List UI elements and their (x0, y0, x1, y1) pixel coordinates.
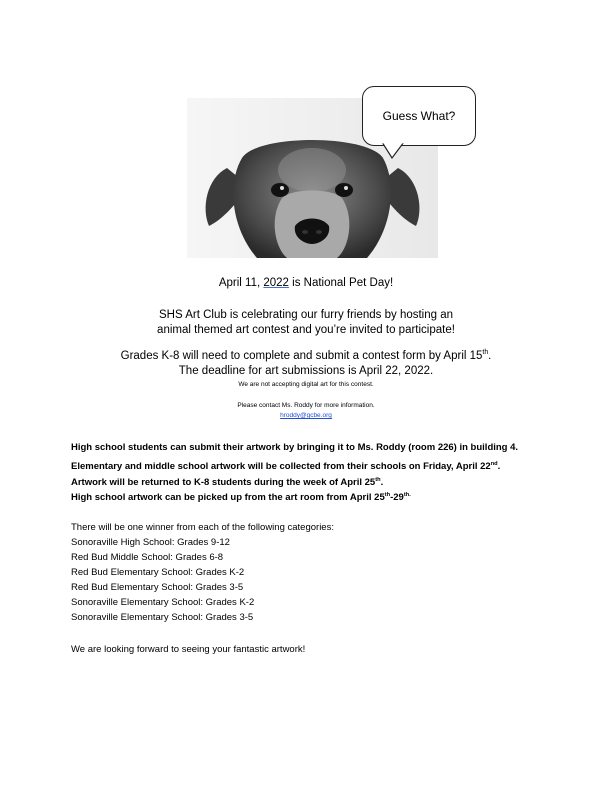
category-item: Sonoraville Elementary School: Grades 3-5 (71, 612, 254, 623)
contact-email-link[interactable]: hroddy@gcbe.org (280, 412, 332, 419)
headline-date-part: April 11, (218, 277, 264, 289)
pickup-mid: -29 (390, 492, 404, 503)
return-sup: th (375, 476, 381, 483)
category-item: Sonoraville High School: Grades 9-12 (71, 537, 230, 548)
elem-sup: nd (490, 460, 498, 467)
pickup-sup-2: th. (403, 491, 411, 498)
pickup-sup-1: th (384, 491, 391, 498)
return-text: Artwork will be returned to K-8 students during the week of April 25 (71, 477, 376, 488)
hs-pickup-instruction (71, 492, 571, 503)
elem-text: Elementary and middle school artwork will be collected from their schools on Friday, April 22 (71, 461, 491, 472)
return-instruction (71, 477, 571, 488)
category-item: Sonoraville Elementary School: Grades K-2 (71, 597, 255, 608)
categories-intro: There will be one winner from each of the following categories: (71, 522, 334, 533)
submission-deadline: The deadline for art submissions is April 22, 2022. (178, 365, 434, 377)
headline (0, 277, 612, 289)
grades-sup: th (482, 349, 489, 357)
grades-form-deadline (0, 350, 612, 362)
intro-line-2: animal themed art contest and you’re invited to participate! (157, 324, 455, 336)
speech-bubble-tail (380, 142, 410, 160)
intro-line-1: SHS Art Club is celebrating our furry friends by hosting an (158, 309, 454, 321)
pickup-text: High school artwork can be picked up from the art room from April 25 (71, 492, 385, 503)
grades-text: Grades K-8 will need to complete and submit a contest form by April 15 (120, 350, 483, 362)
category-item: Red Bud Elementary School: Grades 3-5 (71, 582, 244, 593)
elem-collection-instruction (71, 461, 571, 472)
no-digital-note: We are not accepting digital art for this contest. (238, 381, 374, 388)
grades-end: . (488, 350, 492, 362)
headline-rest: is National Pet Day! (288, 277, 394, 289)
headline-year: 2022 (263, 277, 289, 289)
elem-end: . (497, 461, 501, 472)
speech-bubble (362, 86, 476, 146)
contact-line: Please contact Ms. Roddy for more information. (237, 402, 375, 409)
category-item: Red Bud Middle School: Grades 6-8 (71, 552, 224, 563)
return-end: . (380, 477, 384, 488)
speech-bubble-text: Guess What? (382, 109, 456, 123)
category-item: Red Bud Elementary School: Grades K-2 (71, 567, 245, 578)
hs-submission-instruction: High school students can submit their artwork by bringing it to Ms. Roddy (room 226) in building 4. (71, 442, 519, 453)
closing-line: We are looking forward to seeing your fantastic artwork! (71, 644, 306, 655)
